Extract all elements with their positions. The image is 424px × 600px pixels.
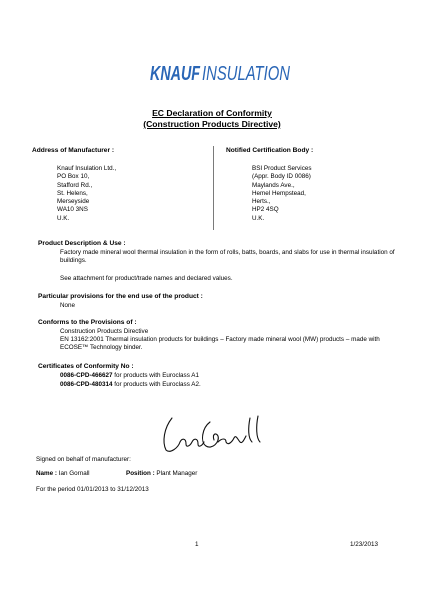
address-line: U.K. bbox=[57, 214, 70, 222]
signed-on-behalf: Signed on behalf of manufacturer: bbox=[36, 456, 131, 463]
name-value: Ian Gornall bbox=[57, 470, 90, 477]
address-line: Maylands Ave., bbox=[252, 181, 295, 189]
logo-part-insulation: INSULATION bbox=[202, 63, 291, 85]
manufacturer-address bbox=[57, 165, 116, 223]
address-line: St. Helens, bbox=[57, 189, 88, 197]
footer-date: 1/23/2013 bbox=[350, 541, 379, 548]
address-line: Merseyside bbox=[57, 198, 90, 206]
signatory-position bbox=[126, 470, 197, 477]
address-line: U.K. bbox=[252, 214, 265, 222]
certificate-code: 0086-CPD-480314 bbox=[60, 381, 113, 388]
provisions-text: None bbox=[60, 302, 76, 309]
address-line: Hemel Hempstead, bbox=[252, 189, 306, 197]
handwritten-signature bbox=[158, 412, 270, 456]
product-description: Factory made mineral wool thermal insulation in the form of rolls, batts, boards, and slabs for use in thermal insulation of buildings. bbox=[60, 249, 395, 265]
knauf-insulation-logo bbox=[150, 60, 290, 84]
address-line: Stafford Rd., bbox=[57, 181, 93, 189]
document-title: EC Declaration of Conformity bbox=[152, 108, 272, 118]
certification-body-heading: Notified Certification Body : bbox=[226, 147, 314, 154]
position-value: Plant Manager bbox=[154, 470, 198, 477]
document-subtitle: (Construction Products Directive) bbox=[143, 119, 281, 129]
address-line: (Appr. Body ID 0086) bbox=[252, 173, 311, 181]
certificate-item bbox=[60, 372, 405, 380]
address-line: Knauf Insulation Ltd., bbox=[57, 165, 117, 172]
column-divider bbox=[213, 146, 214, 230]
address-line: HP2 4SQ bbox=[252, 206, 279, 214]
page-number: 1 bbox=[195, 541, 199, 548]
signatory-name bbox=[36, 470, 90, 477]
conforms-directive: Construction Products Directive bbox=[60, 328, 149, 335]
conforms-heading: Conforms to the Provisions of : bbox=[38, 319, 137, 326]
logo-part-knauf: KNAUF bbox=[150, 63, 201, 85]
address-line: PO Box 10, bbox=[57, 173, 90, 181]
certificates-heading: Certificates of Conformity No : bbox=[38, 363, 134, 370]
certificate-item bbox=[60, 381, 405, 389]
address-line: BSI Product Services bbox=[252, 165, 312, 172]
address-line: Herts., bbox=[252, 198, 271, 206]
manufacturer-heading: Address of Manufacturer : bbox=[32, 147, 115, 154]
certification-body-address bbox=[252, 165, 312, 223]
product-heading: Product Description & Use : bbox=[38, 240, 126, 247]
certificate-code: 0086-CPD-466627 bbox=[60, 372, 113, 379]
provisions-heading: Particular provisions for the end use of the product : bbox=[38, 293, 203, 300]
certificate-desc: for products with Euroclass A2. bbox=[112, 381, 201, 388]
validity-period: For the period 01/01/2013 to 31/12/2013 bbox=[36, 486, 149, 493]
position-label: Position : bbox=[126, 470, 155, 477]
certificate-desc: for products with Euroclass A1 bbox=[112, 372, 199, 379]
product-attachment-note: See attachment for product/trade names and declared values. bbox=[60, 275, 233, 282]
name-label: Name : bbox=[36, 470, 57, 477]
conforms-standard: EN 13162:2001 Thermal insulation products for buildings – Factory made mineral wool (MW) products – made with ECOSE™ Technology binder. bbox=[60, 336, 380, 352]
address-line: WA10 3NS bbox=[57, 206, 88, 214]
